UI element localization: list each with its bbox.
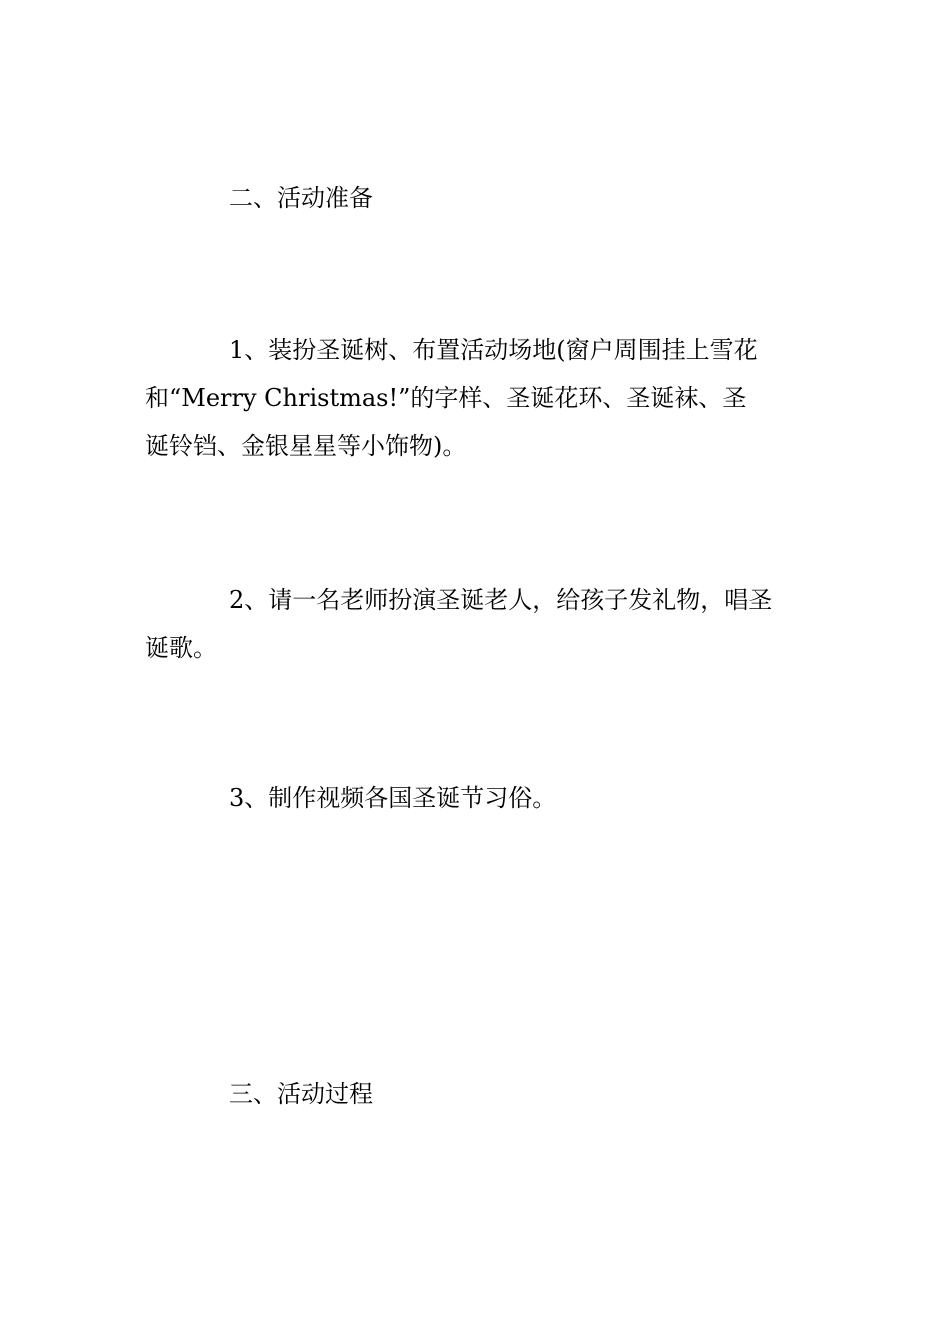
section-heading-process: 三、活动过程 — [229, 1080, 373, 1108]
item1-line1: 1、装扮圣诞树、布置活动场地(窗户周围挂上雪花 — [229, 336, 758, 364]
section-heading-preparation: 二、活动准备 — [229, 184, 373, 212]
item2-line2: 诞歌。 — [145, 634, 217, 662]
item1-line2: 和“Merry Christmas!”的字样、圣诞花环、圣诞袜、圣 — [145, 384, 747, 412]
item3-line1: 3、制作视频各国圣诞节习俗。 — [229, 784, 557, 812]
item2-line1: 2、请一名老师扮演圣诞老人，给孩子发礼物，唱圣 — [229, 586, 773, 614]
item1-line3: 诞铃铛、金银星星等小饰物)。 — [145, 432, 467, 460]
